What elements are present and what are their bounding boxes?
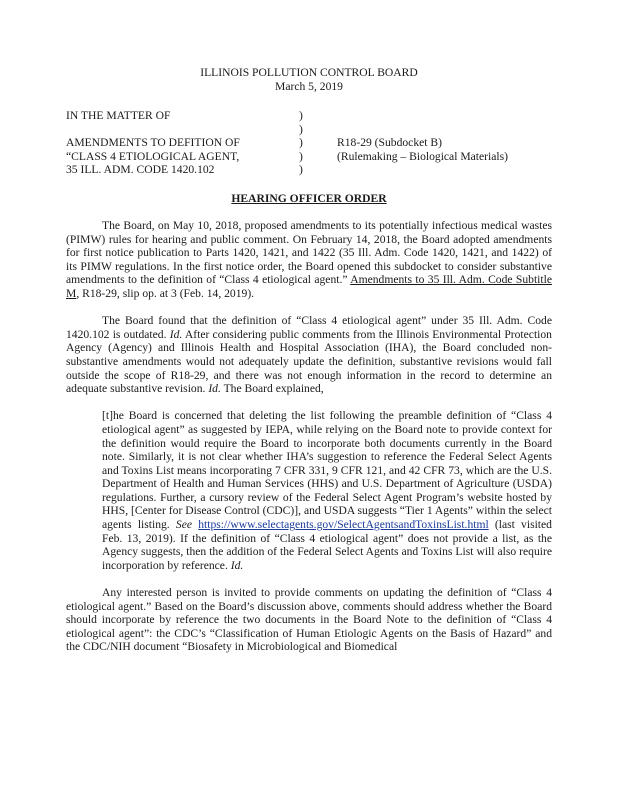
caption-paren: ): [299, 149, 303, 163]
caption-paren: ): [299, 163, 303, 177]
block-quote: [102, 409, 552, 572]
caption-left-line: 35 ILL. ADM. CODE 1420.102: [66, 163, 215, 177]
select-agents-link[interactable]: https://www.selectagents.gov/SelectAgentsandToxinsList.html: [198, 518, 489, 532]
caption-left: [66, 109, 296, 177]
paragraph-2-text: The Board explained,: [220, 382, 324, 396]
paragraph-1-text: The Board, on May 10, 2018, proposed amendments to its potentially infectious medical wastes (PIMW) rules for hearing and public comment. On February 14, 2018, the Board adopted amendments for first notice publication to Parts 1420, 1421, and 1422 (35 Ill. Adm. Code 1420, 1421, and 1422) of its PIMW regulations. In the first notice order, the Board opened this subdocket to consider substantive amendments to the definition of “Class 4 etiological agent.”: [66, 219, 552, 287]
paragraph-2: [66, 314, 552, 396]
citation-rest: , R18-29, slip op. at 3 (Feb. 14, 2019).: [76, 286, 255, 300]
caption-right-line: [337, 163, 567, 177]
document-header: [0, 66, 618, 93]
order-body: [66, 219, 552, 668]
caption-paren: ): [299, 109, 303, 122]
paragraph-2-text: After considering public comments from the Illinois Environmental Protection Agency (Agency) and Illinois Health and Hospital Association (IHA), the Board concluded non-substantive amendments would not adequately update the definition, substantive revisions would fall outside the scope of R18-29, and there was not enough information in the record to determine an adequate substantive revision.: [66, 327, 552, 396]
agency-name: ILLINOIS POLLUTION CONTROL BOARD: [200, 66, 418, 79]
caption-right-line: [337, 109, 567, 123]
caption-right: [337, 109, 567, 177]
quote-text: (last visited Feb. 13, 2019). If the definition of “Class 4 etiological agent” does not provide a list, as the Agency suggests, then the addition of the Federal Select Agents and Toxins List will also require incorporation by reference.: [102, 518, 552, 572]
id-citation: Id.: [169, 327, 183, 341]
id-citation: Id.: [208, 382, 221, 396]
caption-right-line: [337, 123, 567, 137]
paragraph-1: [66, 219, 552, 301]
caption-left-line: IN THE MATTER OF: [66, 109, 171, 122]
order-date: March 5, 2019: [275, 79, 343, 93]
paragraph-3-text: Any interested person is invited to provide comments on updating the definition of “Class 4 etiological agent.” Based on the Board’s discussion above, comments should address whether the Board should incorporate by reference the two documents in the Board Note to the definition of “Class 4 etiological agent”: the CDC’s “Classification of Human Etiologic Agents on the Basis of Hazard” and the CDC/NIH document “Biosafety in Microbiological and Biomedical: [66, 586, 552, 654]
case-citation: Amendments to 35 Ill. Adm. Code Subtitle M: [66, 273, 552, 300]
rulemaking-type: (Rulemaking – Biological Materials): [337, 149, 508, 163]
see-signal: See: [175, 518, 192, 532]
order-title: HEARING OFFICER ORDER: [231, 192, 387, 205]
paragraph-2-text: The Board found that the definition of “Class 4 etiological agent” under 35 Ill. Adm. Code 1420.102 is outdated.: [66, 314, 552, 341]
caption-parentheses: [299, 109, 313, 177]
caption-left-line: [66, 123, 296, 137]
caption-left-line: “CLASS 4 ETIOLOGICAL AGENT,: [66, 149, 240, 163]
paragraph-3: [66, 586, 552, 654]
quote-text: [t]he Board is concerned that deleting the list following the preamble definition of “Class 4 etiological agent” as suggested by IEPA, while relying on the Board note to provide context for the definition would require the Board to incorporate both documents currently in the Board note. Similarly, it is not clear whether IHA’s suggestion to reference the Federal Select Agents and Toxins List means incorporating 7 CFR 331, 9 CFR 121, and 42 CFR 73, which are the U.S. Department of Health and Human Services (HHS) and U.S. Department of Agriculture (USDA) regulations. Further, a cursory review of the Federal Select Agent Program’s website hosted by HHS, [Center for Disease Control (CDC)], and USDA suggests “Tier 1 Agents” within the select agents listing.: [102, 409, 552, 532]
caption-paren: ): [299, 136, 303, 150]
caption-paren: ): [299, 122, 303, 136]
docket-number: R18-29 (Subdocket B): [337, 136, 442, 150]
id-citation: Id.: [230, 558, 244, 572]
caption-left-line: AMENDMENTS TO DEFITION OF: [66, 136, 240, 150]
